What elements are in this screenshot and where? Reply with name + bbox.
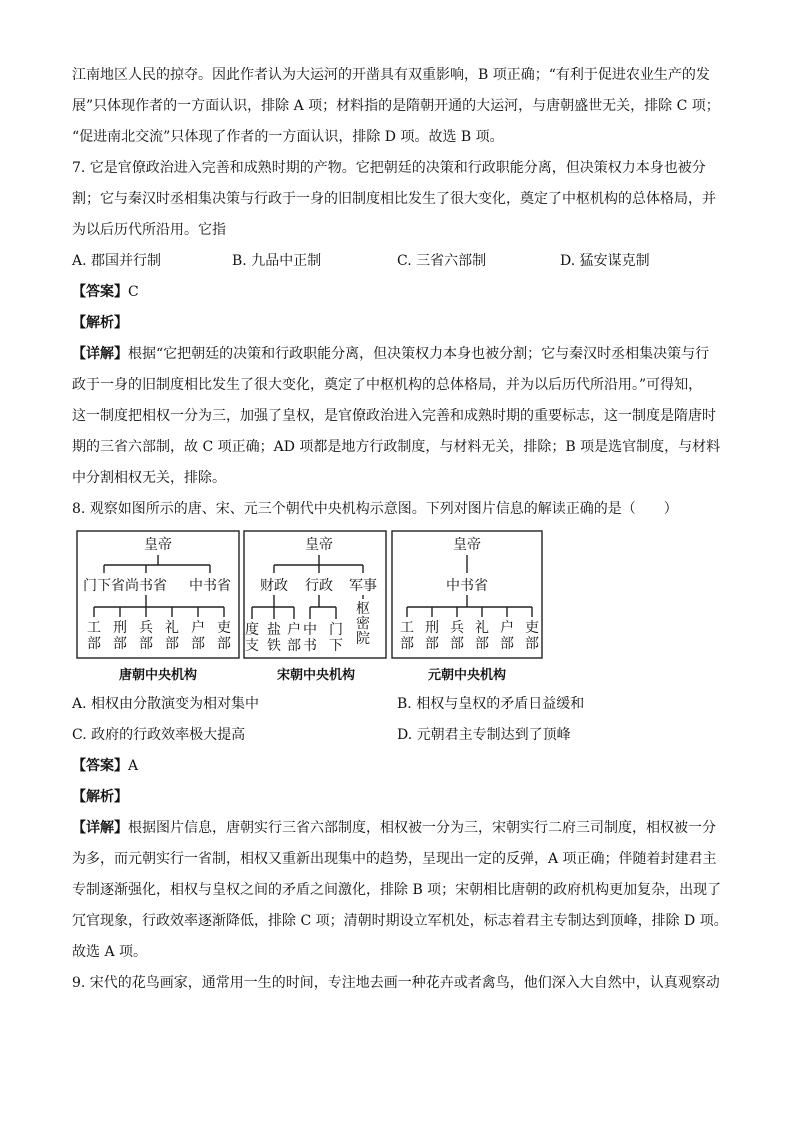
q7-stem-line-2: 割；它与秦汉时丞相集决策与行政于一身的旧制度相比发生了很大变化，奠定了中枢机构的总体格局，并 <box>72 191 716 207</box>
yuan-emperor: 皇帝 <box>453 537 481 553</box>
document-page <box>72 60 732 999</box>
q8-detail-line-5: 故选 A 项。 <box>72 944 148 960</box>
tang-ministry-3: 兵部 <box>139 620 153 652</box>
q7-detail-line-3: 这一制度把相权一分为三，加强了皇权，是官僚政治进入完善和成熟时期的重要标志，这一制度是隋唐时 <box>72 408 716 424</box>
q7-options <box>72 246 732 277</box>
q7-answer-value: C <box>128 284 139 300</box>
q7-answer-label: 【答案】 <box>72 284 128 300</box>
q8-answer-value: A <box>128 758 139 774</box>
q7-option-a: A. 郡国并行制 <box>72 253 162 269</box>
yuan-ministry-2: 刑部 <box>425 620 439 652</box>
q8-options-row-1 <box>72 689 732 720</box>
yuan-zhongshu: 中书省 <box>446 578 488 594</box>
q7-stem-line-3: 为以后历代所沿用。它指 <box>72 222 226 238</box>
yuan-ministry-4: 礼部 <box>475 620 489 652</box>
song-military: 军事 <box>349 578 377 594</box>
song-finance-office-1: 度支 <box>245 622 259 654</box>
yuan-ministry-1: 工部 <box>400 620 414 652</box>
q7-analysis-label: 【解析】 <box>72 315 128 331</box>
song-emperor: 皇帝 <box>305 537 333 553</box>
q8-detail-line-3: 专制逐渐强化，相权与皇权之间的矛盾之间激化，排除 B 项；宋朝相比唐朝的政府机构更加复杂，出现了 <box>72 882 722 898</box>
tang-caption: 唐朝中央机构 <box>118 668 198 683</box>
q6-line-2: 展”只体现作者的一方面认识，排除 A 项；材料指的是隋朝开通的大运河，与唐朝盛世无关，排除 C 项； <box>72 98 720 114</box>
tang-menxia: 门下省 <box>83 578 125 594</box>
tang-ministry-6: 吏部 <box>217 620 231 652</box>
q9-stem-line-1: 9. 宋代的花鸟画家，通常用一生的时间，专注地去画一种花卉或者禽鸟，他们深入大自然中，认真观察动 <box>72 975 720 991</box>
central-institutions-figure <box>72 529 732 689</box>
q8-detail-text-1: 根据图片信息，唐朝实行三省六部制度，相权被一分为三，宋朝实行二府三司制度，相权被一分 <box>128 820 716 836</box>
q7-detail-line-1 <box>72 339 732 370</box>
q7-stem-line-1: 7. 它是官僚政治进入完善和成熟时期的产物。它把朝廷的决策和行政职能分离，但决策权力本身也被分 <box>72 160 706 176</box>
song-admin: 行政 <box>305 578 333 594</box>
q8-detail-line-1 <box>72 813 732 844</box>
q7-option-b: B. 九品中正制 <box>232 253 322 269</box>
q8-option-a: A. 相权由分散演变为相对集中 <box>72 696 260 712</box>
yuan-ministries <box>400 619 539 652</box>
q7-detail-text-1: 根据“它把朝廷的决策和行政职能分离，但决策权力本身也被分割；它与秦汉时丞相集决策与行 <box>128 346 710 362</box>
tang-emperor: 皇帝 <box>144 537 172 553</box>
yuan-caption: 元朝中央机构 <box>427 668 507 683</box>
yuan-ministry-6: 吏部 <box>525 620 539 652</box>
q7-detail-label: 【详解】 <box>72 346 128 362</box>
tang-ministries <box>87 619 231 652</box>
tang-ministry-5: 户部 <box>191 620 205 652</box>
q8-option-c: C. 政府的行政效率极大提高 <box>72 727 246 743</box>
tang-ministry-4: 礼部 <box>165 620 179 652</box>
song-military-office: 枢密院 <box>356 601 370 647</box>
yuan-ministry-3: 兵部 <box>450 620 464 652</box>
q8-answer-label: 【答案】 <box>72 758 128 774</box>
q7-detail-line-5: 中分割相权无关，排除。 <box>72 470 226 486</box>
tang-zhongshu: 中书省 <box>189 578 231 594</box>
q8-option-b: B. 相权与皇权的矛盾日益缓和 <box>397 696 585 712</box>
q8-analysis-label: 【解析】 <box>72 789 128 805</box>
q8-detail-label: 【详解】 <box>72 820 128 836</box>
q7-answer <box>72 277 732 308</box>
q6-line-1: 江南地区人民的掠夺。因此作者认为大运河的开凿具有双重影响，B 项正确；“有利于促进农业生产的发 <box>72 67 710 83</box>
figure-svg <box>76 529 548 687</box>
tang-ministry-1: 工部 <box>87 620 101 652</box>
q7-detail-line-2: 政于一身的旧制度相比发生了很大变化，奠定了中枢机构的总体格局，并为以后历代所沿用。”可得知， <box>72 377 703 393</box>
song-caption: 宋朝中央机构 <box>276 668 356 683</box>
song-finance-office-3: 户部 <box>287 622 301 654</box>
q8-detail-line-4: 冗官现象，行政效率逐渐降低，排除 C 项；清朝时期设立军机处，标志着君主专制达到顶峰，排除 D 项。 <box>72 913 728 929</box>
tang-ministry-2: 刑部 <box>113 620 127 652</box>
tang-shangshu: 尚书省 <box>125 578 167 594</box>
q8-answer <box>72 751 732 782</box>
song-sub-offices <box>245 600 370 654</box>
song-admin-office-1: 中书 <box>303 622 317 654</box>
q8-detail-line-2: 为多，而元朝实行一省制，相权又重新出现集中的趋势，呈现出一定的反弹，A 项正确；伴随着封建君主 <box>72 851 717 867</box>
q8-stem: 8. 观察如图所示的唐、宋、元三个朝代中央机构示意图。下列对图片信息的解读正确的是（ ） <box>72 501 678 517</box>
q6-line-3: “促进南北交流”只体现了作者的一方面认识，排除 D 项。故选 B 项。 <box>72 129 504 145</box>
q8-options-row-2 <box>72 720 732 751</box>
song-admin-office-2: 门下 <box>329 622 343 654</box>
q7-option-c: C. 三省六部制 <box>397 253 487 269</box>
song-finance-office-2: 盐铁 <box>267 622 281 654</box>
song-finance: 财政 <box>260 578 288 594</box>
q8-option-d: D. 元朝君主专制达到了顶峰 <box>397 727 571 743</box>
q7-detail-line-4: 期的三省六部制，故 C 项正确；AD 项都是地方行政制度，与材料无关，排除；B 项是选官制度，与材料 <box>72 439 721 455</box>
q7-option-d: D. 猛安谋克制 <box>560 253 650 269</box>
yuan-ministry-5: 户部 <box>500 620 514 652</box>
